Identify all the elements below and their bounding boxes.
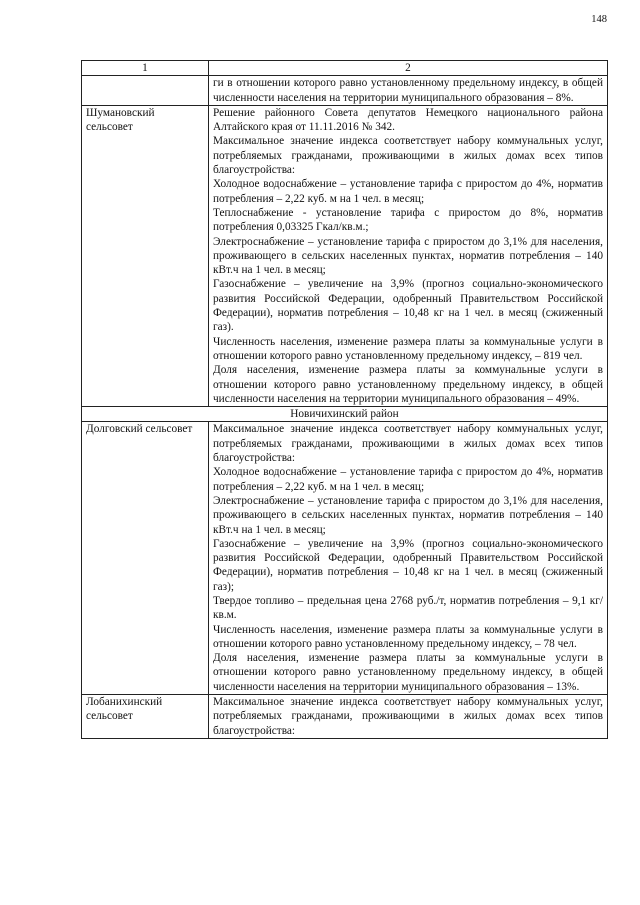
paragraph: Доля населения, изменение размера платы за коммунальные услуги в отношении которого равно установленному предельному индексу, в общей численности населения на территории муниципального образования – 49%. [213,364,603,405]
paragraph: Холодное водоснабжение – установление тарифа с приростом до 4%, норматив потребления – 2,22 куб. м на 1 чел. в месяц; [213,178,603,205]
row-description [209,422,608,695]
municipality-name: Долговский сельсовет [82,422,209,695]
municipality-name: Лобанихинский сельсовет [82,695,209,739]
table-row [82,695,608,739]
section-row [82,407,608,422]
municipality-name [82,76,209,106]
column-header-2: 2 [209,61,608,76]
table-row [82,76,608,106]
paragraph: Решение районного Совета депутатов Немецкого национального района Алтайского края от 11.11.2016 № 342. [213,106,603,134]
paragraph: Максимальное значение индекса соответствует набору коммунальных услуг, потребляемых гражданами, проживающими в жилых домах всех типов благоустройства: [213,696,603,737]
table-row [82,422,608,695]
page-number: 148 [591,14,607,25]
paragraph: Теплоснабжение - установление тарифа с приростом до 8%, норматив потребления 0,03325 Гкал/кв.м.; [213,206,603,234]
paragraph: Газоснабжение – увеличение на 3,9% (прогноз социально-экономического развития Российской Федерации, одобренный Правительством Российской Федерации), норматив потребления – 10,48 кг на 1 чел. в месяц (сжиженный газ). [213,278,603,334]
section-title: Новичихинский район [82,407,608,422]
paragraph: Твердое топливо – предельная цена 2768 руб./т, норматив потребления – 9,1 кг/кв.м. [213,594,603,622]
paragraph: Максимальное значение индекса соответствует набору коммунальных услуг, потребляемых гражданами, проживающими в жилых домах всех типов благоустройства: [213,135,603,177]
row-description [209,105,608,406]
paragraph: Газоснабжение – увеличение на 3,9% (прогноз социально-экономического развития Российской Федерации, одобренный Правительством Российской Федерации), норматив потребления – 10,48 кг на 1 чел. в месяц (сжиженный газ); [213,537,603,593]
paragraph: ги в отношении которого равно установленному предельному индексу, в общей численности населения на территории муниципального образования – 8%. [213,77,603,104]
row-description [209,76,608,106]
row-description [209,695,608,739]
table-row [82,105,608,406]
paragraph: Численность населения, изменение размера платы за коммунальные услуги в отношении которого равно установленному предельному индексу, – 78 чел. [213,623,603,650]
paragraph: Электроснабжение – установление тарифа с приростом до 3,1% для населения, проживающего в сельских населенных пунктах, норматив потребления – 140 кВт.ч на 1 чел. в месяц; [213,235,603,277]
table-header-row [82,61,608,76]
column-header-1: 1 [82,61,209,76]
document-table [81,60,608,739]
paragraph: Максимальное значение индекса соответствует набору коммунальных услуг, потребляемых гражданами, проживающими в жилых домах всех типов благоустройства: [213,423,603,465]
paragraph: Холодное водоснабжение – установление тарифа с приростом до 4%, норматив потребления – 2,22 куб. м на 1 чел. в месяц; [213,466,603,493]
paragraph: Доля населения, изменение размера платы за коммунальные услуги в отношении которого равно установленному предельному индексу, в общей численности населения на территории муниципального образования – 13%. [213,652,603,693]
paragraph: Электроснабжение – установление тарифа с приростом до 3,1% для населения, проживающего в сельских населенных пунктах, норматив потребления – 140 кВт.ч на 1 чел. в месяц; [213,494,603,536]
paragraph: Численность населения, изменение размера платы за коммунальные услуги в отношении которого равно установленному предельному индексу, – 819 чел. [213,335,603,362]
municipality-name: Шумановский сельсовет [82,105,209,406]
